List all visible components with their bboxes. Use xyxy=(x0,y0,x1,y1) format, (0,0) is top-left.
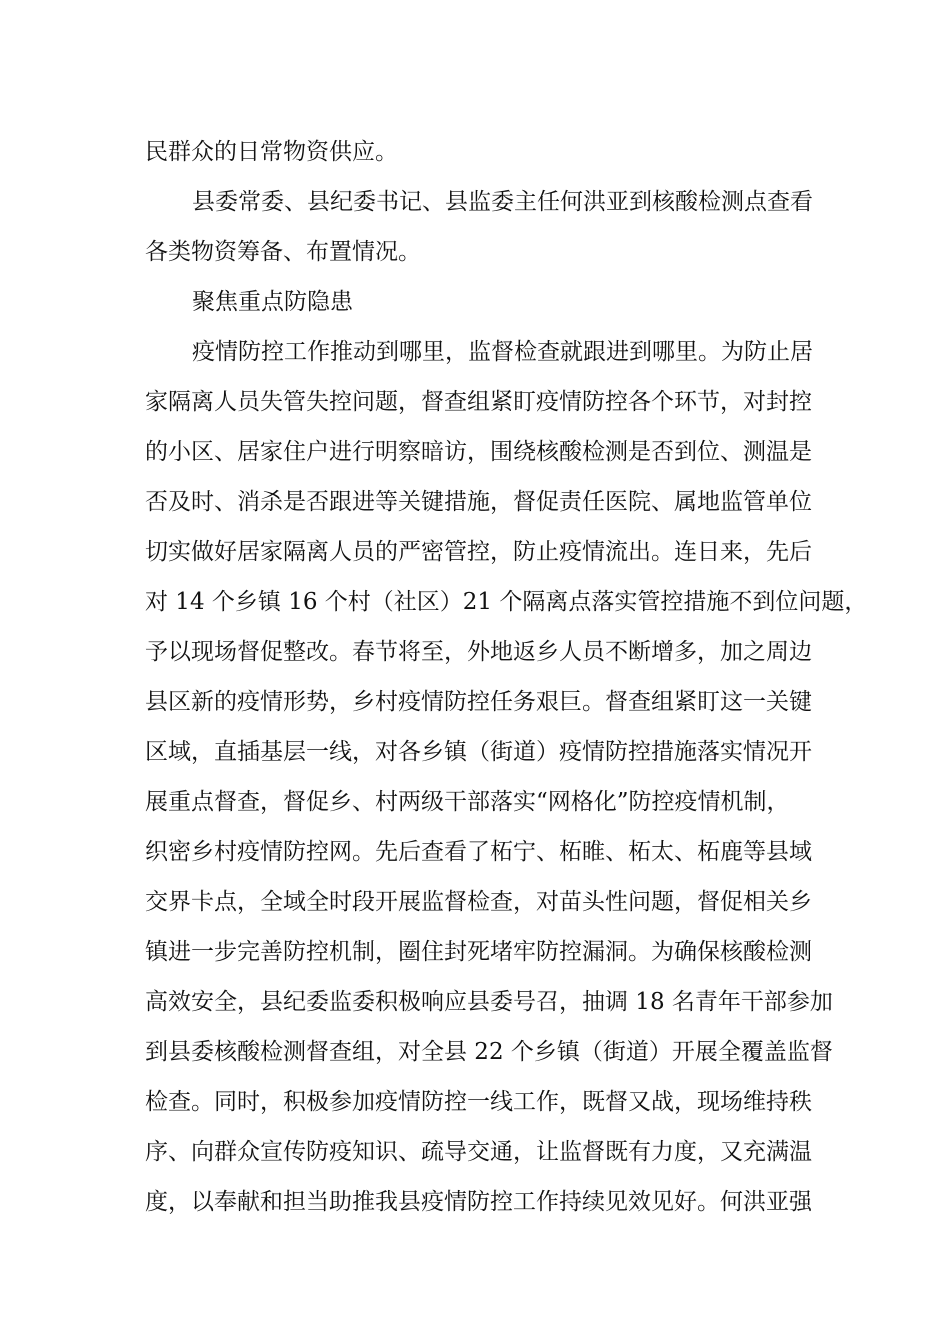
text-line: 各类物资筹备、布置情况。 xyxy=(145,239,421,265)
text-line: 高效安全，县纪委监委积极响应县委号召，抽调 18 名青年干部参加 xyxy=(145,989,833,1015)
text-line: 民群众的日常物资供应。 xyxy=(145,139,398,165)
text-line: 的小区、居家住户进行明察暗访，围绕核酸检测是否到位、测温是 xyxy=(145,439,812,465)
section-heading: 聚焦重点防隐患 xyxy=(192,289,353,315)
text-line: 交界卡点，全域全时段开展监督检查，对苗头性问题，督促相关乡 xyxy=(145,889,812,915)
text-line: 疫情防控工作推动到哪里，监督检查就跟进到哪里。为防止居 xyxy=(192,339,813,365)
text-line: 织密乡村疫情防控网。先后查看了柘宁、柘睢、柘太、柘鹿等县域 xyxy=(145,839,812,865)
text-line: 镇进一步完善防控机制，圈住封死堵牢防控漏洞。为确保核酸检测 xyxy=(145,939,812,965)
text-line: 检查。同时，积极参加疫情防控一线工作，既督又战，现场维持秩 xyxy=(145,1089,812,1115)
text-line: 对 14 个乡镇 16 个村（社区）21 个隔离点落实管控措施不到位问题， xyxy=(145,589,868,615)
text-line: 家隔离人员失管失控问题，督查组紧盯疫情防控各个环节，对封控 xyxy=(145,389,812,415)
text-line: 予以现场督促整改。春节将至，外地返乡人员不断增多，加之周边 xyxy=(145,639,812,665)
text-line: 切实做好居家隔离人员的严密管控，防止疫情流出。连日来，先后 xyxy=(145,539,812,565)
text-line: 度，以奉献和担当助推我县疫情防控工作持续见效见好。何洪亚强 xyxy=(145,1189,812,1215)
text-line: 区域，直插基层一线，对各乡镇（街道）疫情防控措施落实情况开 xyxy=(145,739,812,765)
text-line: 县区新的疫情形势，乡村疫情防控任务艰巨。督查组紧盯这一关键 xyxy=(145,689,812,715)
text-line: 到县委核酸检测督查组，对全县 22 个乡镇（街道）开展全覆盖监督 xyxy=(145,1039,833,1065)
text-line: 展重点督查，督促乡、村两级干部落实“网格化”防控疫情机制， xyxy=(145,789,790,815)
text-line: 否及时、消杀是否跟进等关键措施，督促责任医院、属地监管单位 xyxy=(145,489,812,515)
text-line: 序、向群众宣传防疫知识、疏导交通，让监督既有力度，又充满温 xyxy=(145,1139,812,1165)
text-line: 县委常委、县纪委书记、县监委主任何洪亚到核酸检测点查看 xyxy=(192,189,813,215)
